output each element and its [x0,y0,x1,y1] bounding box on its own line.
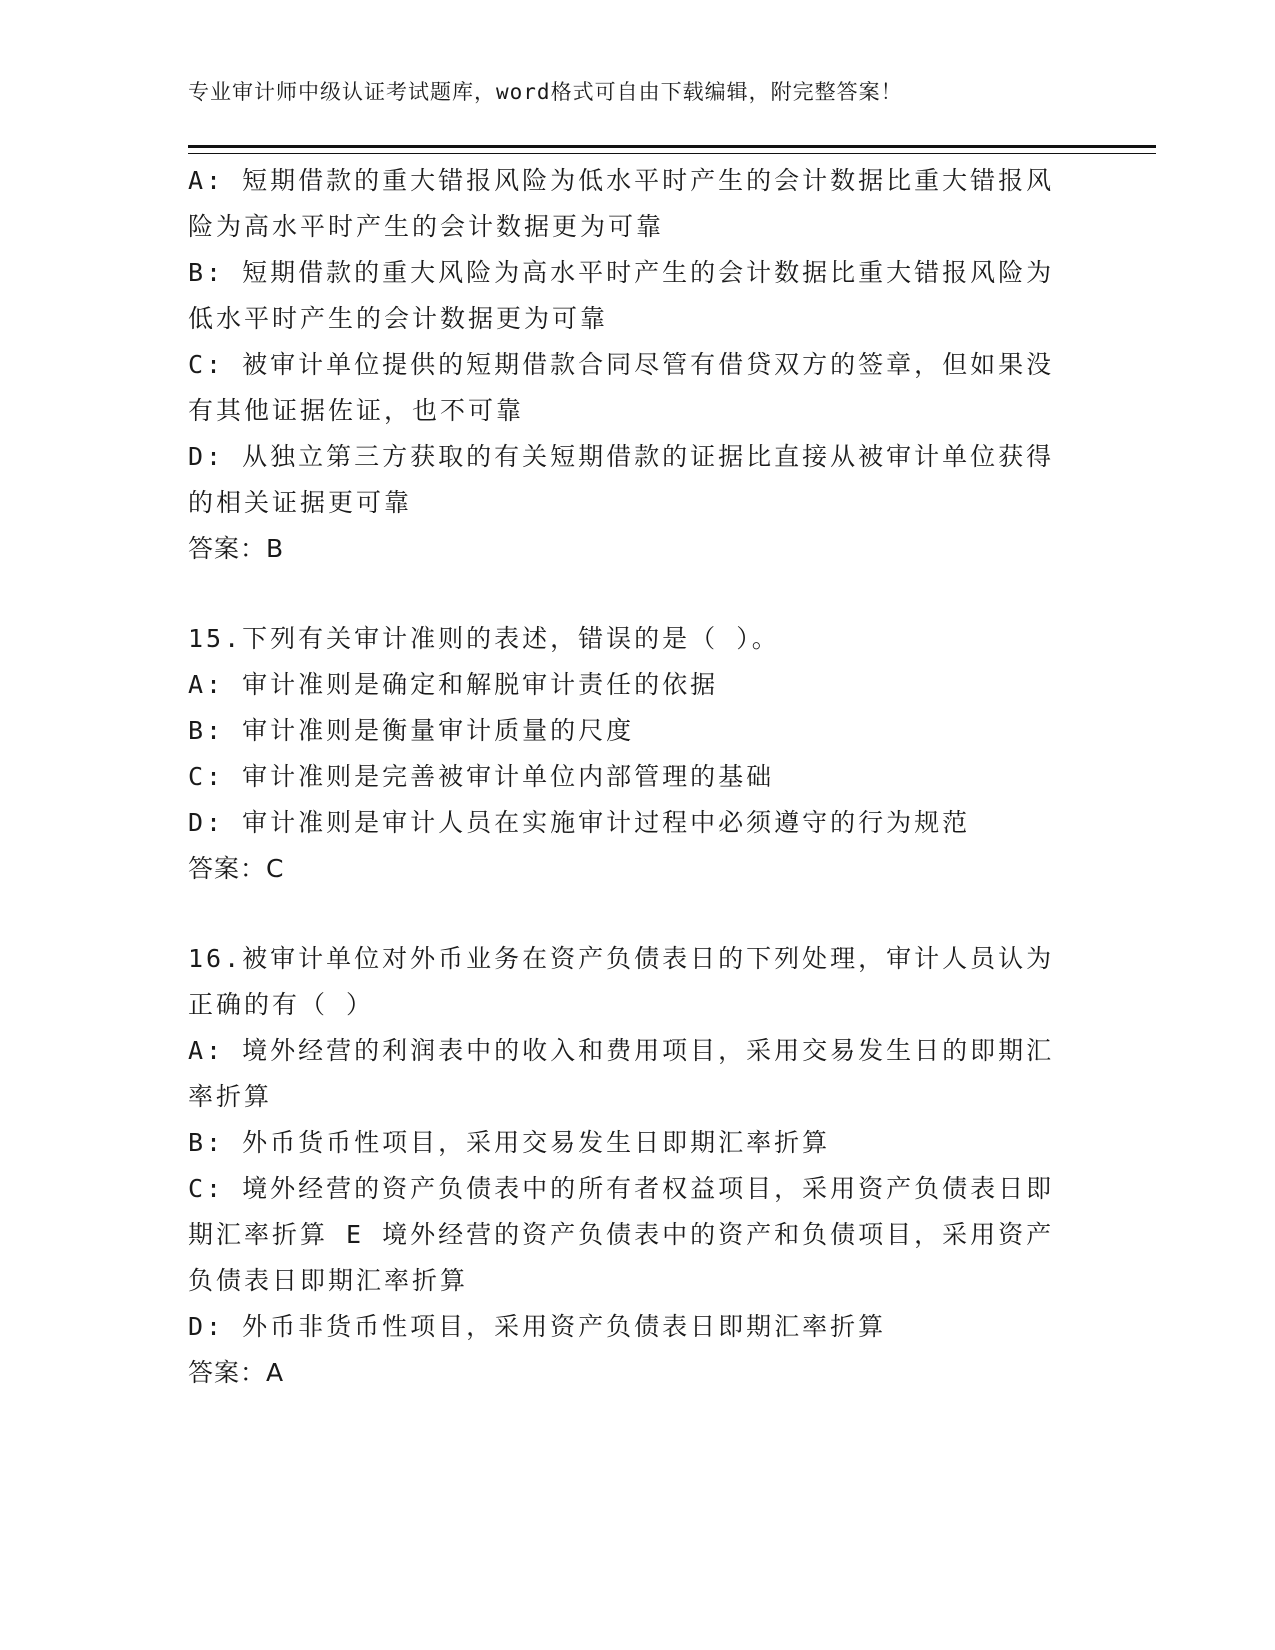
question-15 [188,616,1088,892]
question-14-options [188,158,1088,572]
option-b-line-2: 低水平时产生的会计数据更为可靠 [188,304,609,333]
page-header: 专业审计师中级认证考试题库，word格式可自由下载编辑，附完整答案！ [188,80,903,104]
option-b: B: 审计准则是衡量审计质量的尺度 [188,716,635,745]
option-b-line-1: B: 短期借款的重大风险为高水平时产生的会计数据比重大错报风险为 [188,258,1055,287]
option-c: C: 审计准则是完善被审计单位内部管理的基础 [188,762,775,791]
question-14-answer: 答案：B [188,534,285,563]
option-a-line-1: A: 短期借款的重大错报风险为低水平时产生的会计数据比重大错报风 [188,166,1055,195]
option-c-line-3: 负债表日即期汇率折算 [188,1266,469,1295]
option-a-line-2: 率折算 [188,1082,273,1111]
question-16-stem-line-2: 正确的有（ ） [188,990,375,1019]
option-d: D: 审计准则是审计人员在实施审计过程中必须遵守的行为规范 [188,808,971,837]
option-d-line-2: 的相关证据更可靠 [188,488,413,517]
spacer [188,572,1088,616]
option-a: A: 审计准则是确定和解脱审计责任的依据 [188,670,719,699]
option-c-line-1: C: 境外经营的资产负债表中的所有者权益项目，采用资产负债表日即 [188,1174,1055,1203]
option-a-line-1: A: 境外经营的利润表中的收入和费用项目，采用交易发生日的即期汇 [188,1036,1055,1065]
spacer [188,892,1088,936]
option-d: D: 外币非货币性项目，采用资产负债表日即期汇率折算 [188,1312,887,1341]
option-d-line-1: D: 从独立第三方获取的有关短期借款的证据比直接从被审计单位获得 [188,442,1055,471]
header-divider [188,145,1156,154]
question-15-answer: 答案：C [188,854,285,883]
option-c-line-2: 期汇率折算 E 境外经营的资产负债表中的资产和负债项目，采用资产 [188,1220,1055,1249]
question-16-answer: 答案：A [188,1358,285,1387]
option-c-line-1: C: 被审计单位提供的短期借款合同尽管有借贷双方的签章，但如果没 [188,350,1055,379]
question-16 [188,936,1088,1396]
question-16-stem-line-1: 16.被审计单位对外币业务在资产负债表日的下列处理，审计人员认为 [188,944,1055,973]
document-body [188,158,1088,1396]
option-a-line-2: 险为高水平时产生的会计数据更为可靠 [188,212,665,241]
option-c-line-2: 有其他证据佐证，也不可靠 [188,396,525,425]
question-15-stem: 15.下列有关审计准则的表述，错误的是（ ）。 [188,624,780,653]
option-b: B: 外币货币性项目，采用交易发生日即期汇率折算 [188,1128,831,1157]
